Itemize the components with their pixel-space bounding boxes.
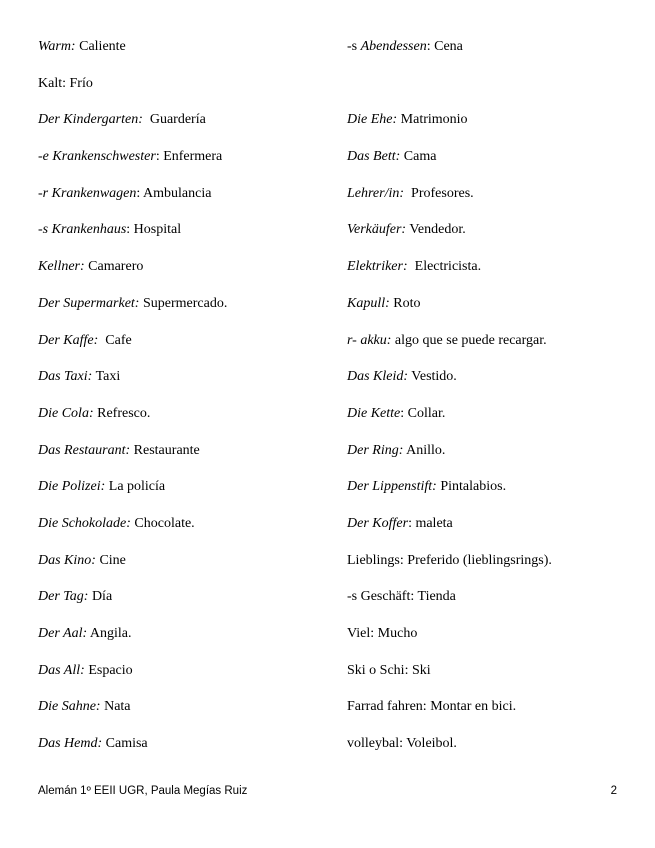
vocab-term: Der Ring:: [347, 442, 404, 458]
page-footer: [38, 785, 617, 797]
vocab-column-right: [347, 37, 637, 771]
vocab-entry: [347, 551, 637, 588]
vocab-definition: Taxi: [92, 369, 121, 385]
vocab-entry: [38, 184, 338, 221]
vocab-term: Kalt:: [38, 75, 66, 91]
vocab-entry: [38, 697, 338, 734]
vocab-term: Der Koffer: [347, 515, 409, 531]
vocab-entry: [347, 294, 637, 331]
vocab-definition: Cine: [95, 552, 126, 568]
vocab-term: Verkäufer:: [347, 222, 407, 238]
vocab-entry: [347, 184, 637, 221]
vocab-definition: Angila.: [87, 626, 132, 641]
vocab-term: Der Kindergarten:: [38, 112, 143, 128]
vocab-term: -e Krankenschwester: [38, 149, 156, 165]
vocab-definition: : Collar.: [400, 405, 446, 421]
vocab-term: Lehrer/in:: [347, 185, 405, 201]
vocab-entry: [38, 514, 338, 551]
vocab-entry: [38, 734, 338, 771]
vocab-definition: Supermercado.: [139, 295, 228, 311]
vocab-prefix: -s: [347, 39, 361, 54]
vocab-entry: [38, 477, 338, 514]
vocab-term: Der Aal:: [38, 626, 88, 641]
vocab-definition: Tienda: [414, 589, 456, 605]
vocab-entry: [347, 74, 637, 111]
vocab-term: Die Polizei:: [38, 479, 106, 495]
vocab-entry: [347, 147, 637, 184]
vocab-term: Der Tag:: [38, 589, 89, 605]
vocab-definition: Espacio: [84, 662, 133, 678]
vocab-definition: : Enfermera: [155, 149, 223, 165]
vocab-entry: [38, 147, 338, 184]
vocab-definition: Cafe: [98, 332, 132, 348]
vocab-entry: [38, 661, 338, 698]
vocab-term: Kapull:: [347, 295, 390, 311]
vocab-entry: [347, 257, 637, 294]
vocab-entry: [347, 367, 637, 404]
vocab-term: Abendessen: [360, 39, 427, 54]
vocab-term: Elektriker:: [347, 259, 408, 275]
vocab-entry: [347, 734, 637, 771]
vocab-definition: Caliente: [75, 39, 126, 54]
vocab-definition: Camisa: [102, 736, 148, 752]
vocab-entry: [347, 514, 637, 551]
vocab-term: -r Krankenwagen: [38, 185, 137, 201]
vocab-definition: Profesores.: [404, 185, 474, 201]
vocab-entry: [347, 661, 637, 698]
vocab-term: r- akku:: [347, 332, 392, 348]
vocab-entry: [38, 294, 338, 331]
vocab-entry: [38, 110, 338, 147]
vocab-term: Farrad fahren:: [347, 699, 427, 715]
vocab-definition: Pintalabios.: [436, 479, 507, 495]
vocab-definition: Voleibol.: [403, 736, 457, 752]
vocab-term: Ski o Schi:: [347, 662, 409, 678]
vocab-entry: [38, 551, 338, 588]
vocab-entry: [38, 220, 338, 257]
vocab-definition: Vestido.: [408, 369, 457, 385]
vocab-term: Das Taxi:: [38, 369, 93, 385]
vocab-definition: Guardería: [142, 112, 206, 128]
vocab-definition: Día: [88, 589, 113, 605]
vocab-entry: [347, 697, 637, 734]
vocab-term: Viel:: [347, 626, 375, 641]
vocab-entry: [38, 367, 338, 404]
vocab-definition: La policía: [105, 479, 166, 495]
vocab-definition: Mucho: [374, 626, 418, 641]
vocab-definition: Montar en bici.: [426, 699, 517, 715]
vocab-column-left: [38, 37, 338, 771]
vocab-term: Das All:: [38, 662, 85, 678]
vocab-definition: Cama: [400, 149, 437, 165]
vocab-entry: [347, 404, 637, 441]
vocab-term: Der Supermarket:: [38, 295, 140, 311]
vocab-definition: : maleta: [408, 515, 453, 531]
vocab-term: Lieblings:: [347, 552, 404, 568]
vocab-definition: Chocolate.: [130, 515, 195, 531]
vocab-definition: : Ambulancia: [136, 185, 212, 201]
vocab-entry: [347, 441, 637, 478]
vocab-entry: [347, 624, 637, 661]
vocab-definition: Roto: [389, 295, 421, 311]
vocab-entry: [38, 404, 338, 441]
vocab-definition: Frío: [66, 75, 93, 91]
vocab-definition: Refresco.: [93, 405, 151, 421]
vocab-entry: [347, 37, 637, 74]
vocab-term: Die Cola:: [38, 405, 94, 421]
vocab-term: Der Kaffe:: [38, 332, 99, 348]
vocab-term: Warm:: [38, 39, 76, 54]
vocab-entry: [38, 441, 338, 478]
vocab-definition: Preferido (lieblingsrings).: [403, 552, 552, 568]
vocab-entry: [38, 257, 338, 294]
vocab-entry: [38, 37, 338, 74]
vocab-entry: [347, 587, 637, 624]
vocab-entry: [38, 331, 338, 368]
vocab-entry: [347, 110, 637, 147]
vocab-definition: Vendedor.: [406, 222, 466, 238]
vocab-term: Das Kleid:: [347, 369, 409, 385]
vocab-definition: Anillo.: [403, 442, 446, 458]
vocab-term: Kellner:: [38, 259, 85, 275]
footer-author: Alemán 1º EEII UGR, Paula Megías Ruiz: [38, 785, 248, 797]
vocab-term: Der Lippenstift:: [347, 479, 437, 495]
vocab-entry: [38, 74, 338, 111]
page-number: 2: [610, 785, 617, 797]
vocab-term: Die Sahne:: [38, 699, 101, 715]
vocab-entry: [347, 220, 637, 257]
vocab-term: Das Hemd:: [38, 736, 103, 752]
vocab-term: Die Kette: [347, 405, 401, 421]
vocab-term: Das Bett:: [347, 149, 401, 165]
vocab-term: volleybal:: [347, 736, 403, 752]
vocab-definition: : Hospital: [126, 222, 182, 238]
vocab-term: Das Kino:: [38, 552, 96, 568]
vocab-definition: Ski: [408, 662, 431, 678]
vocab-entry: [347, 477, 637, 514]
vocab-term: -s Krankenhaus: [38, 222, 127, 238]
vocab-term: Die Schokolade:: [38, 515, 131, 531]
vocab-term: Das Restaurant:: [38, 442, 131, 458]
vocab-definition: Camarero: [84, 259, 144, 275]
vocab-term: Die Ehe:: [347, 112, 398, 128]
vocab-definition: Restaurante: [130, 442, 200, 458]
vocab-definition: algo que se puede recargar.: [391, 332, 547, 348]
vocab-term: -s Geschäft:: [347, 589, 415, 605]
vocab-definition: : Cena: [426, 39, 463, 54]
vocab-definition: Matrimonio: [397, 112, 468, 128]
vocab-entry: [38, 624, 338, 661]
vocab-entry: [38, 587, 338, 624]
vocab-entry: [347, 331, 637, 368]
vocab-definition: Nata: [100, 699, 131, 715]
vocab-definition: Electricista.: [407, 259, 482, 275]
